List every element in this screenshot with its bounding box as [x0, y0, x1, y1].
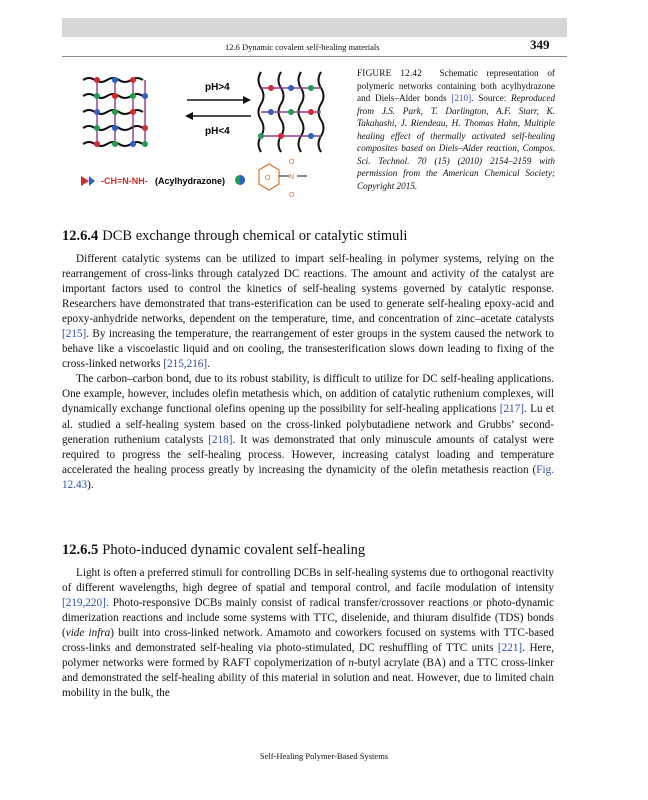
- page-number: 349: [530, 37, 550, 52]
- section-number: 12.6.4: [62, 228, 99, 244]
- citation-link[interactable]: [217]: [499, 403, 524, 416]
- citation-link[interactable]: [219,220]: [62, 597, 106, 610]
- text-run: Light is often a preferred stimuli for controlling DCBs in self-healing systems due to orthogonal reactivity of different wavelengths, high degree of spatial and temporal control, and facile modulation of intensity: [62, 567, 554, 595]
- citation-link[interactable]: [218]: [208, 433, 233, 446]
- figure-label: FIGURE 12.42: [357, 68, 423, 78]
- paragraph: [62, 372, 554, 492]
- section-heading-12-6-5: [62, 542, 365, 559]
- svg-text:pH>4: pH>4: [205, 82, 230, 93]
- ph-arrows: [185, 82, 251, 137]
- paragraph: [62, 566, 554, 701]
- text-run: ) built into cross-linked network. Amamoto and coworkers focused on systems with TTC-based cross-links and demonstrated self-healing via photo-stimulated, DC reshuffling of TTC units: [62, 627, 554, 655]
- figure-caption-text: Schematic representation of polymeric networks containing both acylhydrazone and Diels–Alder bonds: [357, 68, 555, 103]
- figure-caption-ref[interactable]: [210]: [451, 93, 472, 103]
- text-run: The carbon–carbon bond, due to its robust stability, is difficult to utilize for DC self-healing applications. One example, however, includes olefin metathesis which, on addition of catalytic ruthenium complexes, will dynamically exchange functional olefins opening up the possibility for self-healing applications: [62, 373, 554, 416]
- svg-text:N: N: [289, 174, 295, 181]
- svg-text:pH<4: pH<4: [205, 126, 230, 137]
- italic-text: n: [348, 657, 354, 670]
- section-body: [62, 566, 554, 701]
- text-run: . Photo-responsive DCBs mainly consist of radical transfer/crossover reactions or photo-dynamic dimerization reactions and include some systems with TTC, diselenide, and thiuram disulfide (TDS) bonds (: [62, 597, 554, 640]
- figure-source-prefix: Source:: [478, 93, 507, 103]
- citation-link[interactable]: [215,216]: [163, 358, 208, 371]
- section-title: DCB exchange through chemical or catalytic stimuli: [102, 228, 408, 244]
- figure-caption: FIGURE 12.42 Schematic representation of polymeric networks containing both acylhydrazone and Diels–Alder bonds [210]. Source: Reproduced from J.S. Park, T. Darlington, A.F. Starr, K. Takahashi, J. Riendeau, H. Thomas Hahn, Multiple healing effect of thermally activated self-healing composites based on Diels–Alder reaction, Compos. Sci. Technol. 70 (15) (2010) 2154–2159 with permission from the American Chemical Society; Copyright 2015.: [357, 68, 556, 191]
- citation-link[interactable]: [221]: [497, 642, 523, 655]
- figure-schematic: [75, 66, 345, 226]
- section-heading-12-6-4: [62, 228, 407, 245]
- svg-text:O: O: [265, 175, 271, 182]
- text-run: -butyl acrylate (BA) and a TTC cross-linker and demonstrated the self-healing ability of this material in solution and neat. However, due to limited chain mobility in the bulk, the: [62, 657, 554, 700]
- text-run: . By increasing the temperature, the rearrangement of ester groups in the system caused the network to behave like a viscoelastic liquid and on cooling, the transesterification slows down leading to fixing of the cross-linked networks: [62, 328, 554, 371]
- text-run: . Lu et al. studied a self-healing system based on the cross-linked polybutadiene network and Grubbs’ second-generation ruthenium catalysts: [62, 403, 554, 446]
- svg-text:-CH=N-NH-: -CH=N-NH-: [101, 176, 148, 186]
- section-body: [62, 252, 554, 493]
- legend-diels-alder: [235, 159, 307, 199]
- text-run: ).: [87, 478, 94, 491]
- text-run: . It was demonstrated that only minuscule amounts of catalyst were required to progress the self-healing process. However, increasing catalyst loading and temperature accelerated the healing process greatly by increasing the dynamicity of the olefin metathesis reaction (: [62, 433, 554, 476]
- text-run: Different catalytic systems can be utilized to impart self-healing in polymer systems, relying on the rearrangement of cross-links through catalyzed DC reactions. The amount and activity of the catalyst are important factors used to control the kinetics of self-healing systems governed by catalytic response. Researchers have demonstrated that trans-esterification can be used to generate self-healing epoxy-acid and epoxy-anhydride networks, dependent on the temperature, time, and concentration of zinc–acetate catalysts: [62, 253, 554, 326]
- right-network: [258, 72, 324, 152]
- svg-text:(Acylhydrazone): (Acylhydrazone): [155, 176, 226, 186]
- running-foot: Self-Healing Polymer-Based Systems: [259, 751, 389, 761]
- section-title: Photo-induced dynamic covalent self-healing: [102, 542, 366, 558]
- header-bar: [62, 18, 567, 37]
- left-network: [83, 77, 148, 147]
- section-number: 12.6.5: [62, 542, 99, 558]
- citation-link[interactable]: [215]: [62, 328, 87, 341]
- svg-text:O: O: [289, 159, 295, 166]
- legend-acylhydrazone: [81, 176, 225, 186]
- paragraph: [62, 252, 554, 372]
- text-run: . Here, polymer networks were formed by RAFT copolymerization of: [62, 642, 554, 670]
- figure-source-text: Reproduced from J.S. Park, T. Darlington, A.F. Starr, K. Takahashi, J. Riendeau, H. Thomas Hahn, Multiple healing effect of thermally activated self-healing composites based on Diels–Alder reaction, Compos. Sci. Technol. 70 (15) (2010) 2154–2159 with permission from the American Chemical Society; Copyright 2015.: [357, 93, 556, 191]
- italic-text: vide infra: [65, 627, 111, 640]
- citation-link[interactable]: Fig. 12.43: [62, 463, 554, 491]
- running-head: 12.6 Dynamic covalent self-healing materials: [225, 42, 380, 52]
- svg-text:O: O: [289, 192, 295, 199]
- header-rule: [62, 56, 567, 57]
- text-run: .: [207, 358, 210, 371]
